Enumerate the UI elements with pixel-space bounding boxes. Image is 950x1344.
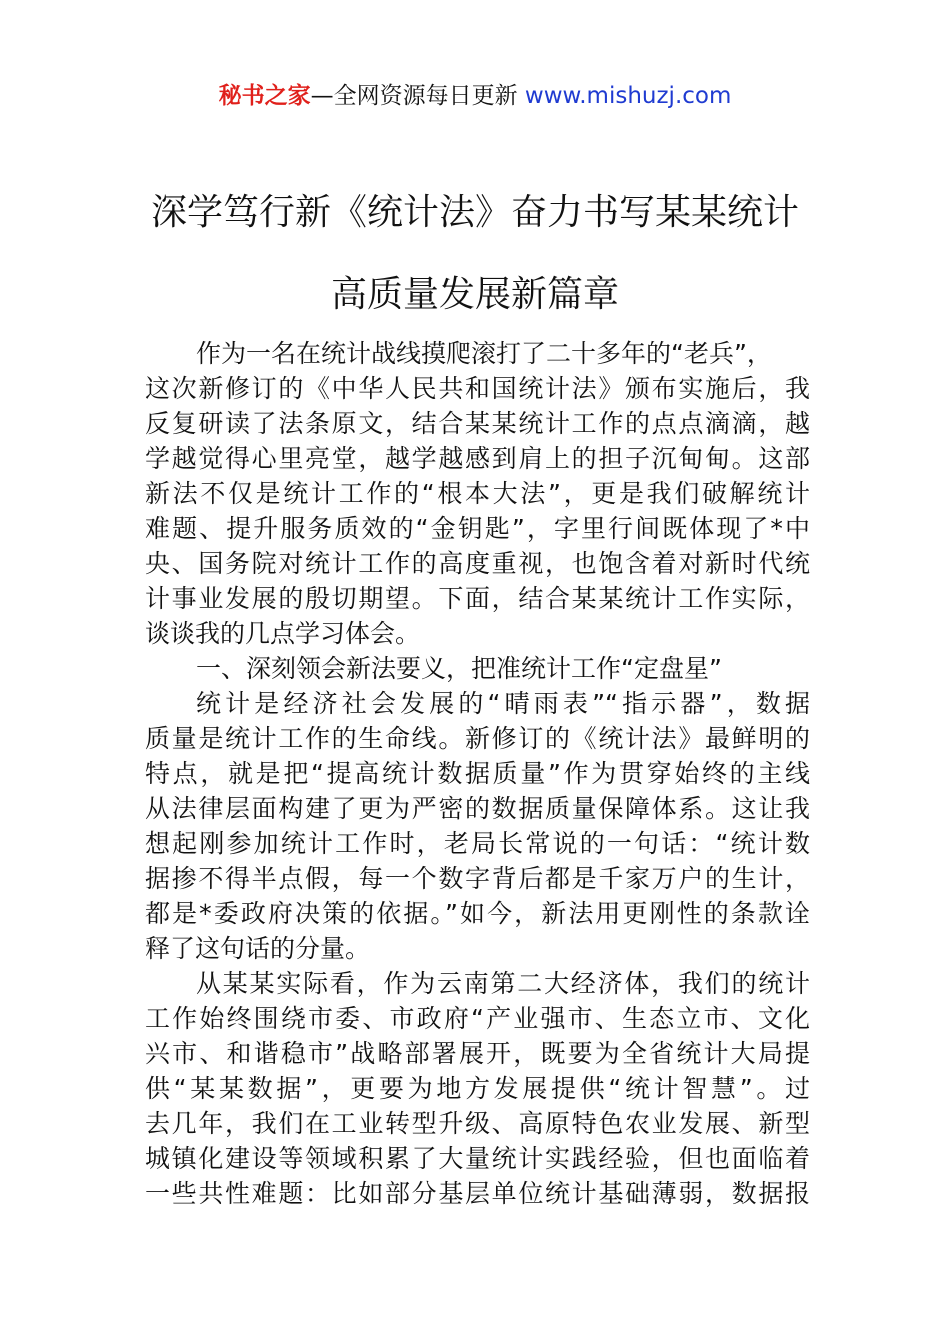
section-heading: 一、深刻领会新法要义，把准统计工作“定盘星” — [196, 654, 722, 683]
site-brand: 秘书之家 — [218, 83, 311, 109]
body-line: 兴市、和谐稳市”战略部署展开，既要为全省统计大局提 — [145, 1039, 810, 1068]
body-line: 新法不仅是统计工作的“根本大法”，更是我们破解统计 — [145, 479, 810, 508]
body-line: 反复研读了法条原文，结合某某统计工作的点点滴滴，越 — [145, 409, 810, 438]
body-line: 统计是经济社会发展的“晴雨表”“指示器”，数据 — [196, 689, 810, 718]
body-line: 特点，就是把“提高统计数据质量”作为贯穿始终的主线 — [145, 759, 810, 788]
site-url-link[interactable]: www.mishuzj.com — [524, 83, 732, 109]
body-line: 质量是统计工作的生命线。新修订的《统计法》最鲜明的 — [145, 724, 810, 753]
body-line: 一些共性难题：比如部分基层单位统计基础薄弱，数据报 — [145, 1179, 810, 1208]
title-line-2: 高质量发展新篇章 — [330, 274, 619, 315]
body-line: 从法律层面构建了更为严密的数据质量保障体系。这让我 — [145, 794, 810, 823]
body-line: 工作始终围绕市委、市政府“产业强市、生态立市、文化 — [145, 1004, 810, 1033]
body-line: 去几年，我们在工业转型升级、高原特色农业发展、新型 — [145, 1109, 810, 1138]
site-banner — [0, 80, 950, 112]
document-title — [0, 172, 950, 336]
body-line: 据掺不得半点假，每一个数字背后都是千家万户的生计， — [145, 864, 810, 893]
document-body — [145, 336, 810, 1211]
body-line: 谈谈我的几点学习体会。 — [145, 619, 421, 648]
body-line: 央、国务院对统计工作的高度重视，也饱含着对新时代统 — [145, 549, 810, 578]
body-line: 都是*委政府决策的依据。”如今，新法用更刚性的条款诠 — [145, 899, 810, 928]
title-line-1: 深学笃行新《统计法》奋力书写某某统计 — [150, 192, 799, 233]
site-tagline: —全网资源每日更新 — [310, 83, 525, 109]
body-line: 释了这句话的分量。 — [145, 934, 371, 963]
body-line: 想起刚参加统计工作时，老局长常说的一句话：“统计数 — [145, 829, 810, 858]
body-line: 学越觉得心里亮堂，越学越感到肩上的担子沉甸甸。这部 — [145, 444, 810, 473]
body-line: 从某某实际看，作为云南第二大经济体，我们的统计 — [196, 969, 810, 998]
body-line: 难题、提升服务质效的“金钥匙”，字里行间既体现了*中 — [145, 514, 810, 543]
body-line: 城镇化建设等领域积累了大量统计实践经验，但也面临着 — [145, 1144, 810, 1173]
body-line: 作为一名在统计战线摸爬滚打了二十多年的“老兵”， — [196, 339, 772, 368]
body-line: 这次新修订的《中华人民共和国统计法》颁布实施后，我 — [145, 374, 810, 403]
body-line: 供“某某数据”，更要为地方发展提供“统计智慧”。过 — [145, 1074, 810, 1103]
body-line: 计事业发展的殷切期望。下面，结合某某统计工作实际， — [145, 584, 810, 613]
